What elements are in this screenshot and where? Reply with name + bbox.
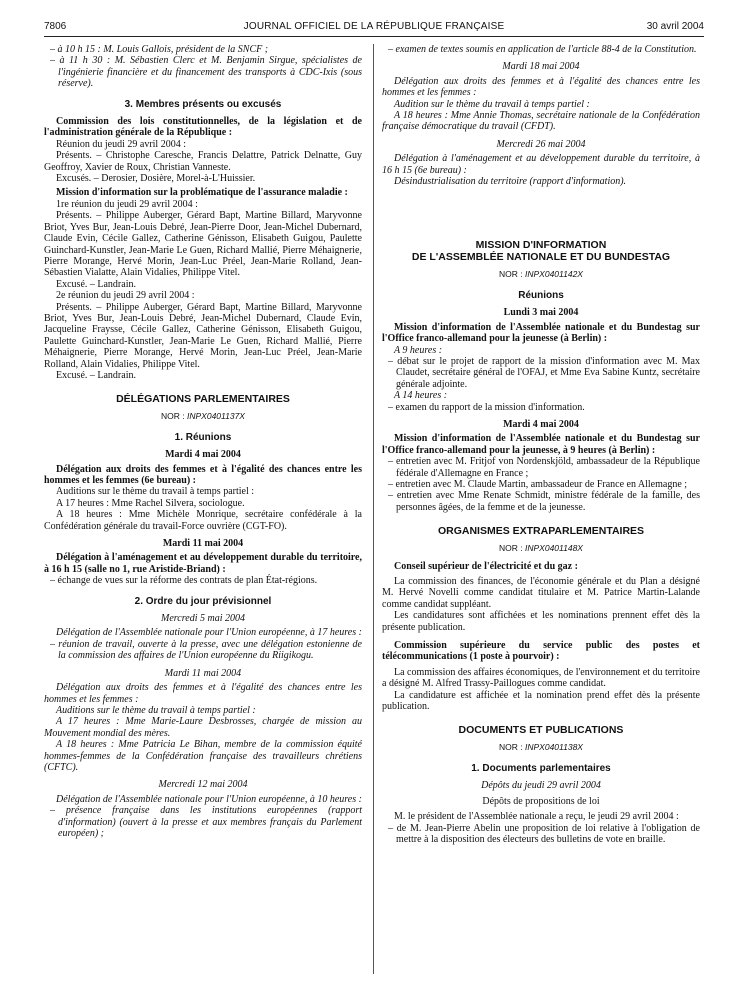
paragraph: La candidature est affichée et la nomination prend effet dès la présente publication. xyxy=(382,689,700,713)
agenda-item: – échange de vues sur la réforme des contrats de plan État-régions. xyxy=(50,575,318,587)
date-heading: Mardi 4 mai 2004 xyxy=(503,418,579,430)
section-heading: 3. Membres présents ou excusés xyxy=(124,98,282,110)
column-divider xyxy=(373,44,374,974)
paragraph: Délégation à l'aménagement et au développement durable du territoire, à 16 h 15 (6e bureau) : xyxy=(382,153,700,176)
date-heading: Mardi 18 mai 2004 xyxy=(502,61,580,73)
paragraph: La commission des affaires économiques, de l'environnement et du territoire a désigné M. Alfred Trassy-Paillogues comme candidat. xyxy=(382,666,700,690)
date-heading: Mardi 11 mai 2004 xyxy=(164,667,242,679)
paragraph: Excusés. – Derosier, Dosière, Morel-à-L'Huissier. xyxy=(56,173,256,185)
paragraph: Délégation de l'Assemblée nationale pour l'Union européenne, à 17 heures : xyxy=(56,627,362,639)
body-heading: Mission d'information de l'Assemblée nationale et du Bundestag sur l'Office franco-allemand pour la jeunesse (à Berlin) : xyxy=(382,321,700,345)
date-heading: Mardi 4 mai 2004 xyxy=(165,449,241,461)
section-title: MISSION D'INFORMATION xyxy=(475,239,607,252)
paragraph: 1re réunion du jeudi 29 avril 2004 : xyxy=(56,198,198,210)
paragraph: A 18 heures : Mme Patricia Le Bihan, membre de la commission équité hommes-femmes de la Confédération française des travailleurs chrétiens (CFTC). xyxy=(44,739,362,773)
paragraph: Excusé. – Landrain. xyxy=(56,369,136,381)
issue-date: 30 avril 2004 xyxy=(646,21,704,32)
paragraph: Réunion du jeudi 29 avril 2004 : xyxy=(56,138,186,150)
body-heading: Commission supérieure du service public des postes et télécommunications (1 poste à pourvoir) : xyxy=(382,640,700,663)
date-heading: Mercredi 12 mai 2004 xyxy=(158,779,248,791)
agenda-item: – entretien avec M. Fritjof von Nordenskjöld, ambassadeur de la République fédérale d'Allemagne en France ; xyxy=(388,456,700,479)
paragraph: La commission des finances, de l'économie générale et du Plan a désigné M. Hervé Novelli comme candidat titulaire et M. Patrice Martin-Lalande comme candidat suppléant. xyxy=(382,576,700,610)
paragraph: Présents. – Philippe Auberger, Gérard Bapt, Martine Billard, Maryvonne Briot, Yves Bur, Jean-Louis Debré, Jean-Michel Dubernard, Claude Evin, Jacqueline Fraysse, Cécile Gallez, Catherine Génisson, Elisabeth Guigou, Paulette Guinchard-Kunstler, Jean-Marie Le Guen, Richard Mallié, Pierre Méhaignerie, Pierre Morange, Hervé Morin, Jean-Luc Préel, Jean-Marie Rolland, Alain Vidalies, Philippe Vitel. xyxy=(44,301,362,370)
agenda-item: – à 11 h 30 : M. Sébastien Clerc et M. Benjamin Sirgue, spécialistes de l'ingénierie financière et du financement des transports à CDC-Ixis (sous réserve). xyxy=(50,55,362,90)
paragraph: Auditions sur le thème du travail à temps partiel : xyxy=(56,486,255,498)
paragraph: Délégation aux droits des femmes et à l'égalité des chances entre les hommes et les femmes : xyxy=(382,75,700,99)
paragraph: Présents. – Christophe Caresche, Francis Delattre, Patrick Delnatte, Guy Geoffroy, Xavier de Roux, Christian Vanneste. xyxy=(44,150,362,173)
body-heading: Délégation à l'aménagement et au développement durable du territoire, à 16 h 15 (salle no 1, rue Aristide-Briand) : xyxy=(44,552,362,575)
body-heading: Délégation aux droits des femmes et à l'égalité des chances entre les hommes et les femmes (6e bureau) : xyxy=(44,463,362,486)
section-heading: 2. Ordre du jour prévisionnel xyxy=(134,595,272,607)
paragraph: Délégation de l'Assemblée nationale pour l'Union européenne, à 10 heures : xyxy=(56,793,362,805)
paragraph: 2e réunion du jeudi 29 avril 2004 : xyxy=(56,290,195,302)
section-title: DE L'ASSEMBLÉE NATIONALE ET DU BUNDESTAG xyxy=(411,251,671,264)
paragraph: Audition sur le thème du travail à temps partiel : xyxy=(394,98,590,110)
paragraph: A 18 heures : Mme Michèle Monrique, secrétaire confédérale à la Confédération générale du travail-Force ouvrière (CGT-FO). xyxy=(44,509,362,532)
date-heading: Dépôts du jeudi 29 avril 2004 xyxy=(481,780,601,792)
left-column xyxy=(44,44,362,839)
paragraph: Désindustrialisation du territoire (rapport d'information). xyxy=(394,176,627,188)
sub-heading: Dépôts de propositions de loi xyxy=(482,795,600,807)
section-title: DOCUMENTS ET PUBLICATIONS xyxy=(458,724,624,737)
agenda-item: – examen du rapport de la mission d'information. xyxy=(388,401,585,413)
body-heading: Conseil supérieur de l'électricité et du gaz : xyxy=(394,560,578,572)
paragraph: Auditions sur le thème du travail à temps partiel : xyxy=(56,704,256,716)
page-header xyxy=(44,21,704,35)
date-heading: Mercredi 26 mai 2004 xyxy=(496,138,586,150)
section-title: DÉLÉGATIONS PARLEMENTAIRES xyxy=(116,393,290,406)
nor-reference: NOR : INPX0401148X xyxy=(499,543,583,554)
agenda-item: – entretien avec M. Claude Martin, ambassadeur de France en Allemagne ; xyxy=(388,478,688,490)
body-heading: Commission des lois constitutionnelles, de la législation et de l'administration générale de la République : xyxy=(44,116,362,139)
paragraph: A 17 heures : Mme Rachel Silvera, sociologue. xyxy=(56,497,245,509)
body-heading: Mission d'information sur la problématique de l'assurance maladie : xyxy=(56,187,348,199)
section-heading: Réunions xyxy=(518,289,564,301)
section-title: ORGANISMES EXTRAPARLEMENTAIRES xyxy=(437,525,645,538)
agenda-item: – examen de textes soumis en application de l'article 88-4 de la Constitution. xyxy=(388,44,697,55)
date-heading: Mercredi 5 mai 2004 xyxy=(161,613,245,625)
paragraph: A 9 heures : xyxy=(394,344,443,356)
agenda-item: – de M. Jean-Pierre Abelin une proposition de loi relative à l'obligation de mettre à la disposition des électeurs des bulletins de vote en braille. xyxy=(388,822,700,845)
paragraph: Présents. – Philippe Auberger, Gérard Bapt, Martine Billard, Maryvonne Briot, Yves Bur, Jean-Louis Debré, Jean-Pierre Door, Jean-Michel Dubernard, Claude Evin, Cécile Gallez, Catherine Génisson, Elisabeth Guigou, Paulette Guinchard-Kunstler, Jean-Marie Le Guen, Richard Mallié, Pierre Méhaignerie, Pierre Morange, Hervé Morin, Jean-Luc Préel, Jean-Marie Rolland, Jean-Sébastien Vialatte, Alain Vidalies, Philippe Vitel. xyxy=(44,210,362,279)
agenda-item: – réunion de travail, ouverte à la presse, avec une délégation estonienne de la commission des affaires de l'Union européenne du Riigikogu. xyxy=(50,638,362,662)
header-rule xyxy=(44,36,704,37)
paragraph: A 17 heures : Mme Marie-Laure Desbrosses, chargée de mission au Mouvement mondial des mères. xyxy=(44,716,362,739)
journal-title: JOURNAL OFFICIEL DE LA RÉPUBLIQUE FRANÇAISE xyxy=(243,21,505,32)
agenda-item: – présence française dans les institutions européennes (rapport d'information) (ouvert à la presse et aux membres français du Parlement européen) ; xyxy=(50,805,362,839)
paragraph: Délégation aux droits des femmes et à l'égalité des chances entre les hommes et les femmes : xyxy=(44,682,362,705)
paragraph: Les candidatures sont affichées et les nominations prennent effet dès la présente publication. xyxy=(382,610,700,633)
agenda-item: – entretien avec Mme Renate Schmidt, ministre fédérale de la famille, des personnes âgées, de la femme et de la jeunesse. xyxy=(388,490,700,513)
section-heading: 1. Documents parlementaires xyxy=(471,762,611,774)
right-column xyxy=(382,44,700,845)
nor-reference: NOR : INPX0401138X xyxy=(499,742,583,753)
date-heading: Lundi 3 mai 2004 xyxy=(503,307,579,319)
nor-reference: NOR : INPX0401137X xyxy=(161,411,245,422)
page-number: 7806 xyxy=(44,21,67,32)
date-heading: Mardi 11 mai 2004 xyxy=(162,538,244,550)
paragraph: A 18 heures : Mme Annie Thomas, secrétaire nationale de la Confédération française démocratique du travail (CFDT). xyxy=(382,110,700,133)
nor-reference: NOR : INPX0401142X xyxy=(499,269,583,280)
section-heading: 1. Réunions xyxy=(174,431,232,443)
paragraph: A 14 heures : xyxy=(394,390,448,402)
body-heading: Mission d'information de l'Assemblée nationale et du Bundestag sur l'Office franco-allemand pour la jeunesse, à 9 heures (à Berlin) : xyxy=(382,433,700,456)
paragraph: Excusé. – Landrain. xyxy=(56,278,136,290)
paragraph: M. le président de l'Assemblée nationale a reçu, le jeudi 29 avril 2004 : xyxy=(394,811,679,823)
agenda-item: – débat sur le projet de rapport de la mission d'information avec M. Max Claudet, secrétaire général de l'OFAJ, et Mme Eva Sabine Kuntz, secrétaire générale adjointe. xyxy=(388,355,700,390)
agenda-item: – à 10 h 15 : M. Louis Gallois, président de la SNCF ; xyxy=(50,44,269,55)
